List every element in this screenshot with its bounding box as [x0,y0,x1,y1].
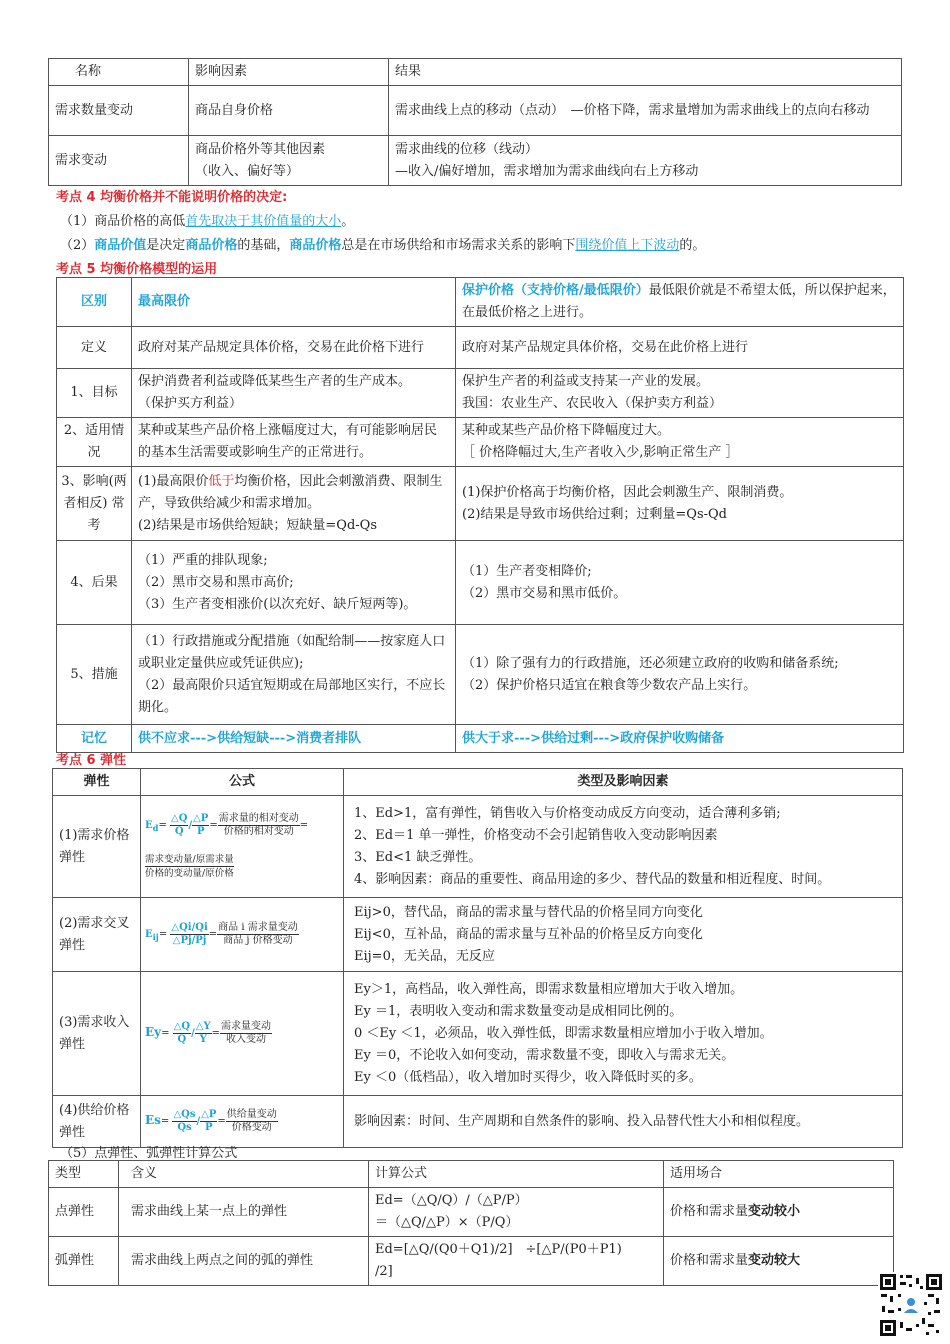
cell: 点弹性 [49,1188,119,1237]
elasticity-table [52,768,903,1148]
list-item: （2）最高限价只适宜短期或在局部地区实行，不应长期化。 [138,677,446,715]
num: △Y [195,1021,211,1032]
num: △Q [173,1021,191,1032]
op: = [209,820,218,831]
op: / [188,820,193,831]
cell [344,898,903,972]
op: / [191,1028,195,1039]
formula-alt [145,853,339,880]
cell [132,467,456,541]
text: ［ 价格降幅过大,生产者收入少,影响正常生产 ］ [462,445,739,460]
num: 商品 i 需求量变动 [218,921,298,933]
list-item: （2）黑市交易和黑市高价; [138,574,294,590]
row-label: (1)需求价格弹性 [53,796,141,898]
cell [132,369,456,418]
formula [145,1109,339,1134]
num: 需求量的相对变动 [218,813,299,824]
text: （2） [60,238,95,253]
header: 类型及影响因素 [344,769,903,796]
formula [145,922,339,948]
fraction [170,922,208,947]
text: Ed=（△Q/Q）/（△P/P） [375,1193,528,1208]
text: 价格和需求量 [670,1253,749,1268]
point4-line1 [60,210,354,229]
row-label: (2)需求交叉弹性 [53,898,141,972]
num: 需求变动量/原需求量 [145,854,234,865]
text: (2)结果是导致市场供给过剩；过剩量=Qs-Qd [462,506,728,522]
cell [456,625,904,725]
num: △P [193,813,209,824]
fraction [172,1109,196,1134]
den: 价格的相对变动 [223,826,294,837]
list-item: （1）除了强有力的行政措施，还必须建立政府的收购和储备系统; [462,655,839,671]
den: 价格变动 [231,1122,272,1133]
cell: 影响因素：时间、生产周期和自然条件的影响、投入品替代性大小和相似程度。 [344,1096,903,1148]
list-item: （1）行政措施或分配措施（如配给制——按家庭人口或职业定量供应或凭证供应); [138,633,446,671]
formula-cell [141,898,344,972]
list-item: （1）生产者变相降价; [462,563,592,579]
cell [456,418,904,467]
highlight: 保护价格（支持价格/最低限价） [462,283,649,298]
highlight: 商品价格 [185,238,238,253]
text: 均衡价格，因此会刺激消费、限制生产，导致供给减少和需求增加。 [138,473,443,511]
factor-line: （收入、偏好等） [195,163,300,179]
header: 公式 [141,769,344,796]
num: 供给量变动 [226,1109,277,1120]
fraction [200,1109,217,1134]
formula-cell [141,796,344,898]
fraction [173,1021,191,1046]
text: 4、影响因素：商品的重要性、商品用途的多少、替代品的数量和相近程度、时间。 [354,871,831,887]
text: 最低限价就是不希望太低，所以保护起来，在最低价格之上进行。 [462,283,896,320]
cell [664,1237,894,1286]
result-line: 需求曲线的位移（线动） [395,141,539,157]
min-price-header [456,278,904,327]
text: 总是在市场供给和市场需求关系的影响下 [341,238,576,253]
den: Q [177,1034,187,1045]
text: /2] [375,1264,393,1279]
fraction [170,813,188,838]
num: △Qs [173,1109,196,1120]
row-label: (3)需求收入弹性 [53,972,141,1096]
header: 含义 [119,1161,369,1188]
formula-cell [141,1096,344,1148]
cell [132,541,456,625]
cell [456,467,904,541]
col-header: 区别 [57,278,132,327]
cell [369,1237,664,1286]
den: 商品 j 价格变动 [223,934,293,946]
header-result: 结果 [389,59,902,86]
fraction [218,813,300,838]
row-label: 记忆 [57,725,132,753]
demand-change-table [48,58,902,186]
fraction [226,1109,278,1134]
row-label: 定义 [57,327,132,369]
den: △Pj/Pj [172,934,207,946]
formula [145,813,339,839]
cell [369,1188,664,1237]
symbol: E [145,820,153,831]
point6b-heading: （5）点弹性、弧弹性计算公式 [60,1146,238,1161]
num: △P [201,1109,217,1120]
text: (1)保护价格高于均衡价格，因此会刺激生产、限制消费。 [462,484,793,500]
text: 。 [341,214,355,229]
max-price-header: 最高限价 [132,278,456,327]
op: = [158,928,168,940]
point4-line2 [60,234,705,253]
text: Ey＞1，高档品，收入弹性高，即需求数量相应增加大于收入增加。 [354,981,744,997]
text: 我国：农业生产、农民收入（保护卖方利益） [462,396,723,411]
cell [132,625,456,725]
price-control-table [56,277,904,753]
row-factor: 商品自身价格 [189,86,389,136]
num: 需求量变动 [221,1021,271,1032]
highlight: 变动较小 [748,1204,801,1219]
row-name: 需求数量变动 [49,86,189,136]
den: P [205,1122,213,1133]
row-label: (4)供给价格弹性 [53,1096,141,1148]
cell: 政府对某产品规定具体价格，交易在此价格下进行 [132,327,456,369]
header-name: 名称 [49,59,189,86]
list-item: （3）生产者变相涨价(以次充好、缺斤短两等)。 [138,596,417,612]
row-label: 1、目标 [57,369,132,418]
fraction [195,1021,212,1046]
header: 弹性 [53,769,141,796]
result-line: —收入/偏好增加，需求增加为需求曲线向右上方移动 [395,163,699,179]
highlight: 低于 [208,473,235,489]
text: 2、Ed＝1 单一弹性，价格变动不会引起销售收入变动影响因素 [354,827,718,843]
num: △Qi/Qi [171,921,208,933]
cell: 需求曲线上某一点上的弹性 [119,1188,369,1237]
op: = [160,1116,170,1127]
num: △Q [171,813,188,824]
cell [344,972,903,1096]
factor-line: 商品价格外等其他因素 [195,141,326,157]
symbol: E [145,928,153,940]
cell: 某种或某些产品价格上涨幅度过大，有可能影响居民的基本生活需要或影响生产的正常进行。 [132,418,456,467]
op: = [158,820,167,831]
row-label: 2、适用情况 [57,418,132,467]
highlight: 商品价格 [289,238,342,253]
formula [145,1021,339,1046]
subscript: d [152,823,159,833]
den: Qs [177,1122,192,1133]
den: P [196,826,205,837]
op: = [161,1028,170,1039]
text: Eij<0，互补品，商品的需求量与互补品的价格呈反方向变化 [354,926,703,942]
subscript: ij [152,931,159,942]
fraction [217,922,299,947]
cell [664,1188,894,1237]
cell [344,796,903,898]
den: Y [199,1034,207,1045]
row-factor [189,136,389,186]
point4-heading: 考点 4 均衡价格并不能说明价格的决定: [56,190,288,205]
text: Eij=0，无关品，无反应 [354,948,495,964]
fraction [220,1021,272,1046]
cell: 供不应求--->供给短缺--->消费者排队 [132,725,456,753]
text: 的。 [679,238,706,253]
header: 类型 [49,1161,119,1188]
point-arc-elasticity-table [48,1160,894,1286]
row-result: 需求曲线上点的移动（点动） —价格下降，需求量增加为需求曲线上的点向右移动 [389,86,902,136]
symbol: Es [145,1113,161,1127]
formula-cell [141,972,344,1096]
point5-heading: 考点 5 均衡价格模型的运用 [56,262,218,277]
text: 的基础， [237,238,290,253]
op: = [217,1116,226,1127]
text: Ed=[△Q/(Q0＋Q1)/2] ÷[△P/(P0＋P1) [375,1242,622,1257]
text: Ey ＝0，不论收入如何变动，需求数量不变，即收入与需求无关。 [354,1047,735,1063]
row-label: 3、影响(两者相反) 常考 [57,467,132,541]
cell [456,541,904,625]
header-factor: 影响因素 [189,59,389,86]
text: 是决定 [146,238,186,253]
list-item: （2）黑市交易和黑市低价。 [462,585,627,601]
text: ＝（△Q/△P）×（P/Q） [375,1215,519,1230]
highlight: 商品价值 [94,238,147,253]
row-name: 需求变动 [49,136,189,186]
text [138,471,449,515]
text: 0 ＜Ey ＜1，必须品，收入弹性低，即需求数量相应增加小于收入增加。 [354,1025,773,1041]
text: 价格和需求量 [670,1204,749,1219]
cell: 供大于求--->供给过剩--->政府保护收购储备 [456,725,904,753]
highlight: 首先取决于其价值量的大小 [185,214,342,229]
text: （保护买方利益） [138,396,243,411]
row-label: 4、后果 [57,541,132,625]
op: / [196,1116,201,1127]
text: Eij>0，替代品，商品的需求量与替代品的价格呈同方向变化 [354,904,703,920]
text: Ey ＜0（低档品），收入增加时买得少，收入降低时买的多。 [354,1069,702,1085]
op: = [211,1028,220,1039]
cell: 弧弹性 [49,1237,119,1286]
cell: 需求曲线上两点之间的弧的弹性 [119,1237,369,1286]
cell: 政府对某产品规定具体价格，交易在此价格上进行 [456,327,904,369]
text: Ey ＝1，表明收入变动和需求数量变动是成相同比例的。 [354,1003,683,1019]
text: 保护生产者的利益或支持某一产业的发展。 [462,374,710,389]
text: (2)结果是市场供给短缺；短缺量=Qd-Qs [138,517,378,533]
text: 1、Ed>1，富有弹性，销售收入与价格变动成反方向变动，适合薄利多销; [354,805,781,821]
text: (1)最高限价 [138,473,209,489]
highlight: 围绕价值上下波动 [575,238,680,253]
den: 价格的变动量/原价格 [145,868,234,879]
symbol: Ey [145,1025,162,1039]
text: 保护消费者利益或降低某些生产者的生产成本。 [138,374,412,389]
op: = [208,928,218,940]
fraction [192,813,209,838]
cell [456,369,904,418]
header: 适用场合 [664,1161,894,1188]
header: 计算公式 [369,1161,664,1188]
qr-code-icon [878,1272,944,1338]
den: Q [174,826,184,837]
den: 收入变动 [226,1034,266,1045]
row-label: 5、措施 [57,625,132,725]
list-item: （1）严重的排队现象; [138,552,268,568]
row-result [389,136,902,186]
list-item: （2）保护价格只适宜在粮食等少数农产品上实行。 [462,677,757,693]
text: 3、Ed<1 缺乏弹性。 [354,849,482,865]
op: = [299,820,309,831]
text: 某种或某些产品价格下降幅度过大。 [462,423,671,438]
text: （1）商品价格的高低 [60,214,186,229]
point6-heading: 考点 6 弹性 [56,753,127,768]
highlight: 变动较大 [748,1253,801,1268]
